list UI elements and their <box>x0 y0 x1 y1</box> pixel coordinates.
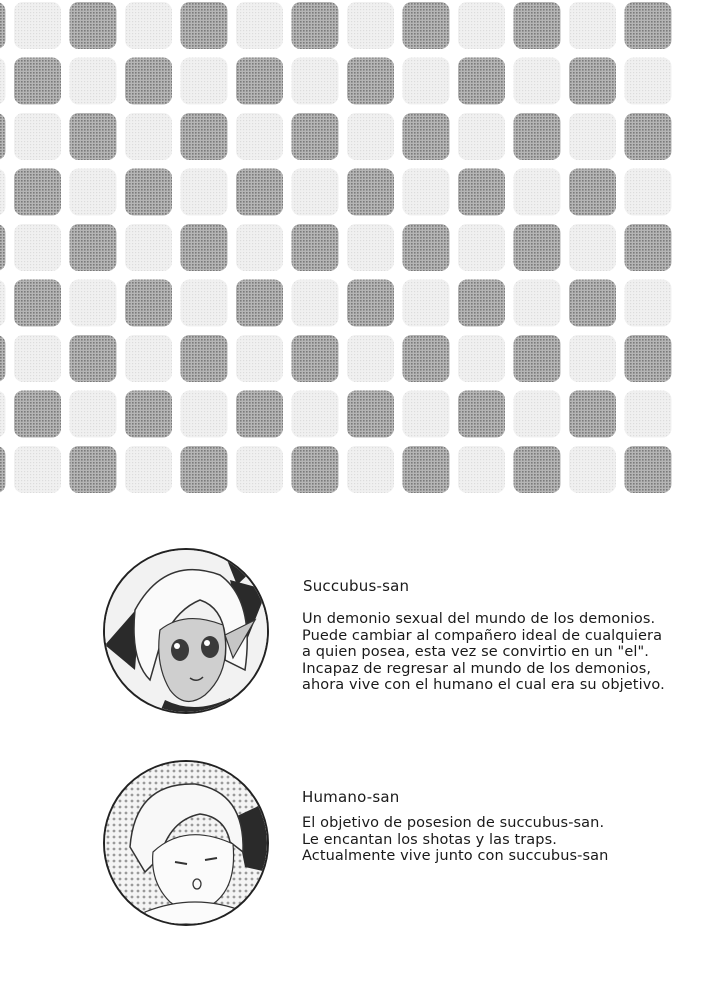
pattern-tile-light <box>458 224 505 271</box>
pattern-tile-light <box>181 169 228 216</box>
pattern-tile-dark <box>236 391 283 438</box>
pattern-tile-dark <box>625 446 672 493</box>
description-line: El objetivo de posesion de succubus-san. <box>302 815 605 831</box>
pattern-tile-dark <box>70 335 117 382</box>
pattern-tile-light <box>125 113 172 160</box>
pattern-tile-dark <box>569 58 616 105</box>
pattern-tile-dark <box>0 2 6 49</box>
description-line: Un demonio sexual del mundo de los demonios. <box>302 611 656 627</box>
pattern-tile-light <box>458 113 505 160</box>
character-description <box>302 815 608 865</box>
pattern-tile-light <box>347 446 394 493</box>
pattern-tile-dark <box>569 391 616 438</box>
pattern-tile-light <box>514 391 561 438</box>
pattern-tile-light <box>70 58 117 105</box>
pattern-tile-dark <box>347 280 394 327</box>
pattern-tile-dark <box>625 224 672 271</box>
pattern-tile-light <box>14 224 61 271</box>
pattern-tile-light <box>125 2 172 49</box>
pattern-tile-dark <box>403 335 450 382</box>
pattern-tile-dark <box>0 224 6 271</box>
pattern-tile-light <box>70 280 117 327</box>
character-name: Succubus-san <box>303 577 410 595</box>
pattern-tile-light <box>347 2 394 49</box>
pattern-tile-light <box>569 335 616 382</box>
pattern-tile-light <box>236 446 283 493</box>
pattern-tile-dark <box>458 280 505 327</box>
pattern-tile-dark <box>70 2 117 49</box>
pattern-tile-dark <box>236 58 283 105</box>
pattern-tile-light <box>625 58 672 105</box>
pattern-tile-dark <box>292 113 339 160</box>
pattern-tile-light <box>14 113 61 160</box>
pattern-tile-dark <box>14 169 61 216</box>
pattern-tile-dark <box>403 224 450 271</box>
pattern-tile-dark <box>347 391 394 438</box>
pattern-tile-dark <box>181 335 228 382</box>
pattern-tile-dark <box>0 335 6 382</box>
pattern-tile-light <box>181 280 228 327</box>
succubus-portrait-icon <box>103 548 269 714</box>
pattern-tile-light <box>292 391 339 438</box>
pattern-tile-light <box>236 2 283 49</box>
pattern-tile-light <box>403 169 450 216</box>
pattern-tile-dark <box>458 58 505 105</box>
pattern-tile-dark <box>0 113 6 160</box>
pattern-tile-light <box>0 169 6 216</box>
pattern-tile-dark <box>458 169 505 216</box>
pattern-tile-light <box>0 58 6 105</box>
pattern-tile-dark <box>514 446 561 493</box>
pattern-tile-light <box>514 280 561 327</box>
pattern-tile-dark <box>347 58 394 105</box>
pattern-tile-dark <box>625 335 672 382</box>
pattern-tile-light <box>625 391 672 438</box>
pattern-tile-dark <box>125 169 172 216</box>
pattern-tile-dark <box>125 391 172 438</box>
pattern-tile-dark <box>403 446 450 493</box>
description-line: Le encantan los shotas y las traps. <box>302 831 557 848</box>
pattern-tile-light <box>514 169 561 216</box>
pattern-tile-dark <box>292 446 339 493</box>
pattern-tile-light <box>70 169 117 216</box>
pattern-tile-dark <box>514 113 561 160</box>
pattern-tile-dark <box>181 113 228 160</box>
pattern-tile-dark <box>569 280 616 327</box>
pattern-tile-light <box>236 224 283 271</box>
pattern-tile-dark <box>14 58 61 105</box>
character-name: Humano-san <box>302 788 400 806</box>
pattern-tile-light <box>569 446 616 493</box>
pattern-tile-dark <box>70 446 117 493</box>
pattern-tile-light <box>236 113 283 160</box>
pattern-tile-light <box>569 2 616 49</box>
character-description <box>302 611 665 694</box>
pattern-tile-light <box>569 224 616 271</box>
pattern-tile-light <box>292 169 339 216</box>
description-line: Puede cambiar al compañero ideal de cualquiera <box>302 627 663 644</box>
pattern-tile-dark <box>458 391 505 438</box>
pattern-tile-light <box>403 391 450 438</box>
description-line: ahora vive con el humano el cual era su objetivo. <box>302 677 665 693</box>
description-line: Incapaz de regresar al mundo de los demonios, <box>302 660 652 677</box>
pattern-tile-light <box>347 113 394 160</box>
pattern-tile-light <box>292 58 339 105</box>
human-portrait-icon <box>103 760 269 926</box>
pattern-tile-dark <box>14 391 61 438</box>
pattern-tile-light <box>14 446 61 493</box>
pattern-tile-light <box>125 446 172 493</box>
pattern-tile-light <box>125 335 172 382</box>
pattern-tile-dark <box>181 224 228 271</box>
pattern-tile-light <box>181 391 228 438</box>
pattern-tile-dark <box>403 2 450 49</box>
pattern-tile-dark <box>125 58 172 105</box>
pattern-tile-dark <box>125 280 172 327</box>
pattern-tile-light <box>70 391 117 438</box>
pattern-tile-dark <box>236 280 283 327</box>
pattern-tile-dark <box>514 224 561 271</box>
pattern-tile-light <box>347 224 394 271</box>
pattern-tile-light <box>236 335 283 382</box>
pattern-tile-dark <box>625 113 672 160</box>
pattern-tile-dark <box>292 224 339 271</box>
pattern-tile-light <box>125 224 172 271</box>
pattern-tile-dark <box>514 335 561 382</box>
pattern-tile-dark <box>181 2 228 49</box>
pattern-tile-light <box>625 280 672 327</box>
pattern-tile-dark <box>347 169 394 216</box>
pattern-tile-light <box>403 280 450 327</box>
pattern-tile-light <box>569 113 616 160</box>
pattern-tile-dark <box>625 2 672 49</box>
pattern-tile-light <box>458 335 505 382</box>
pattern-tile-dark <box>569 169 616 216</box>
pattern-tile-dark <box>403 113 450 160</box>
pattern-tile-light <box>292 280 339 327</box>
pattern-tile-light <box>0 391 6 438</box>
pattern-tile-light <box>347 335 394 382</box>
description-line: Actualmente vive junto con succubus-san <box>302 848 609 864</box>
tile-pattern-background <box>0 0 708 498</box>
pattern-tile-light <box>0 280 6 327</box>
pattern-tile-light <box>181 58 228 105</box>
tile-pattern-svg <box>0 0 708 498</box>
pattern-tile-light <box>14 2 61 49</box>
pattern-tile-dark <box>70 224 117 271</box>
pattern-tile-light <box>625 169 672 216</box>
pattern-tile-light <box>458 446 505 493</box>
pattern-tile-dark <box>0 446 6 493</box>
pattern-tile-dark <box>236 169 283 216</box>
pattern-tile-light <box>458 2 505 49</box>
pattern-tile-dark <box>14 280 61 327</box>
pattern-tile-dark <box>70 113 117 160</box>
description-line: a quien posea, esta vez se convirtio en un "el". <box>302 644 649 660</box>
pattern-tile-light <box>514 58 561 105</box>
pattern-tile-dark <box>292 2 339 49</box>
pattern-tile-dark <box>181 446 228 493</box>
pattern-tile-light <box>14 335 61 382</box>
pattern-tile-dark <box>292 335 339 382</box>
pattern-tile-dark <box>514 2 561 49</box>
pattern-tile-light <box>403 58 450 105</box>
